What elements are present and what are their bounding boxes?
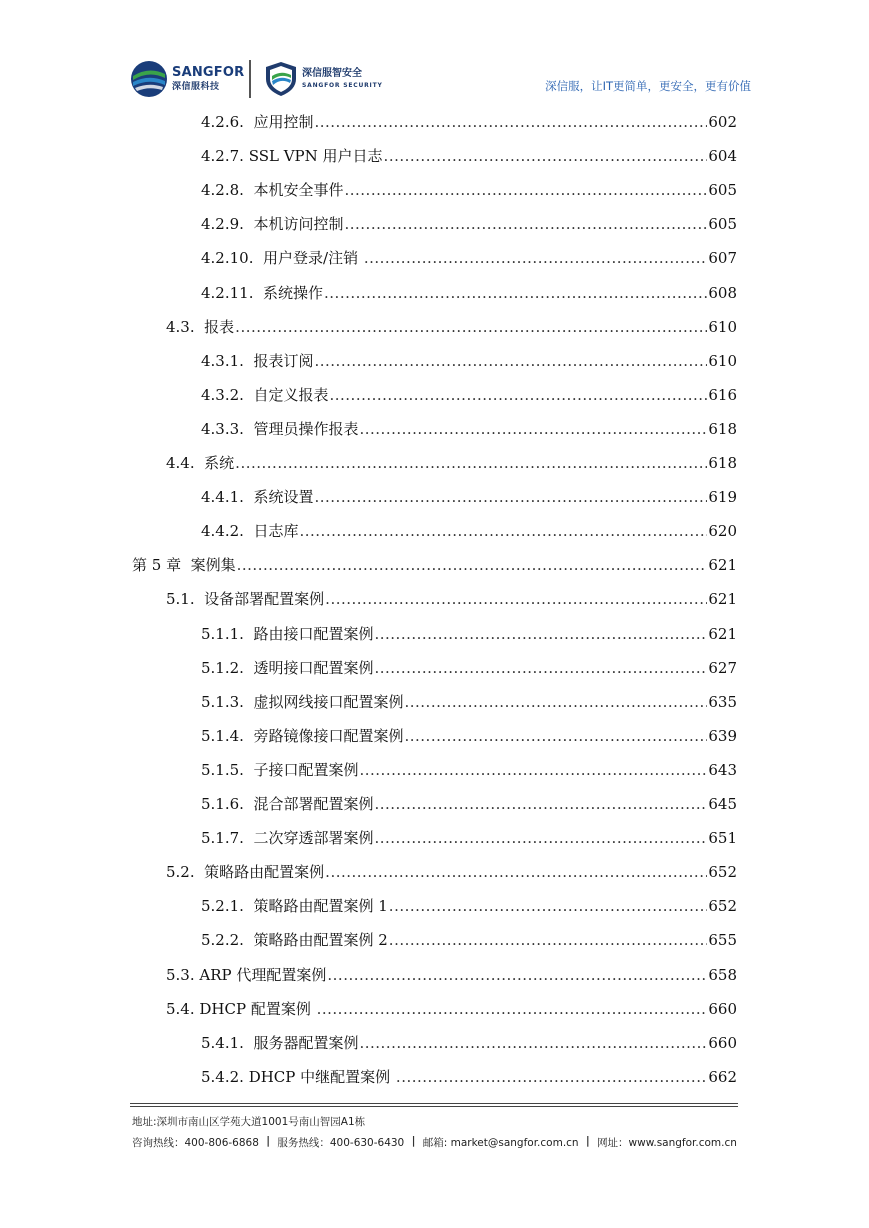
toc-entry-title: 5.1.5. 子接口配置案例: [201, 760, 359, 779]
toc-entry[interactable]: [201, 1065, 737, 1089]
toc-entry-title: 4.4. 系统: [166, 454, 235, 472]
toc-leader-dots: [314, 485, 707, 509]
toc-leader-dots: [359, 417, 707, 441]
toc-page-number: 618: [708, 454, 737, 472]
toc-entry-title: 4.3.1. 报表订阅: [201, 351, 314, 370]
toc-page-number: 655: [708, 931, 737, 950]
toc-leader-dots: [404, 690, 707, 714]
toc-leader-dots: [235, 315, 707, 339]
toc-leader-dots: [325, 587, 707, 611]
footer-address: 地址:深圳市南山区学苑大道1001号南山智园A1栋: [132, 1116, 366, 1128]
security-shield-icon: [264, 61, 298, 97]
toc-page-number: 652: [708, 897, 737, 916]
toc-entry[interactable]: [201, 894, 737, 918]
toc-entry[interactable]: [132, 553, 737, 577]
footer-contacts: [132, 1135, 737, 1150]
toc-entry[interactable]: [166, 451, 737, 475]
toc-page-number: 621: [708, 556, 737, 575]
toc-page-number: 658: [708, 965, 737, 984]
toc-page-number: 635: [708, 692, 737, 711]
toc-entry[interactable]: [201, 349, 737, 373]
toc-entry-title: 5.2.2. 策略路由配置案例 2: [201, 931, 388, 950]
toc-page-number: 618: [708, 419, 737, 438]
toc-leader-dots: [344, 212, 707, 236]
toc-page-number: 616: [708, 385, 737, 404]
security-subtitle: SANGFOR SECURITY: [302, 82, 383, 89]
toc-entry[interactable]: [201, 110, 737, 134]
toc-page-number: 645: [708, 795, 737, 813]
toc-entry[interactable]: [201, 281, 737, 305]
footer-separator: |: [411, 1135, 416, 1147]
toc-leader-dots: [314, 349, 707, 373]
toc-page-number: 620: [708, 522, 737, 541]
toc-entry[interactable]: [201, 1031, 737, 1055]
toc-leader-dots: [314, 110, 707, 134]
header-slogan: 深信服，让IT更简单，更安全，更有价值: [545, 79, 751, 93]
toc-entry[interactable]: [166, 315, 737, 339]
toc-entry-title: 4.4.1. 系统设置: [201, 488, 314, 507]
toc-page-number: 621: [708, 590, 737, 609]
toc-page-number: 610: [708, 351, 737, 370]
toc-leader-dots: [324, 281, 707, 305]
toc-entry-title: 5.4.2. DHCP 中继配置案例: [201, 1067, 395, 1086]
toc-leader-dots: [374, 792, 707, 816]
toc-entry-title: 4.2.6. 应用控制: [201, 113, 314, 131]
footer-email[interactable]: 邮箱: market@sangfor.com.cn: [422, 1137, 579, 1149]
toc-page-number: 608: [708, 283, 737, 302]
toc-entry[interactable]: [201, 144, 737, 168]
toc-entry[interactable]: [201, 417, 737, 441]
toc-page-number: 651: [708, 829, 737, 848]
footer-service-hotline: 服务热线：400-630-6430: [277, 1137, 405, 1149]
toc-entry-title: 4.3. 报表: [166, 317, 235, 336]
toc-entry-title: 5.2.1. 策略路由配置案例 1: [201, 897, 388, 916]
toc-entry[interactable]: [201, 724, 737, 748]
toc-page-number: 621: [708, 624, 737, 643]
footer-consult-hotline: 咨询热线：400-806-6868: [132, 1137, 259, 1149]
toc-entry-title: 5.1. 设备部署配置案例: [166, 590, 325, 609]
toc-page-number: 605: [708, 181, 737, 200]
toc-entry-title: 4.2.7. SSL VPN 用户日志: [201, 147, 383, 166]
toc-entry-title: 5.1.2. 透明接口配置案例: [201, 658, 374, 677]
toc-entry-title: 5.1.3. 虚拟网线接口配置案例: [201, 692, 404, 711]
toc-leader-dots: [404, 724, 707, 748]
toc-leader-dots: [235, 451, 707, 475]
toc-page-number: 604: [708, 147, 737, 166]
toc-entry[interactable]: [201, 690, 737, 714]
toc-entry[interactable]: [166, 860, 737, 884]
toc-leader-dots: [374, 656, 707, 680]
security-brand: [302, 68, 383, 92]
toc-entry-title: 5.1.4. 旁路镜像接口配置案例: [201, 726, 404, 745]
footer-website[interactable]: 网址：www.sangfor.com.cn: [597, 1137, 737, 1149]
toc-leader-dots: [299, 519, 707, 543]
toc-entry[interactable]: [201, 826, 737, 850]
toc-entry[interactable]: [201, 656, 737, 680]
toc-leader-dots: [364, 246, 708, 270]
toc-page-number: 660: [708, 1033, 737, 1052]
toc-leader-dots: [317, 997, 708, 1021]
footer-rule: [130, 1103, 738, 1104]
toc-entry-title: 4.4.2. 日志库: [201, 522, 299, 541]
toc-entry[interactable]: [201, 178, 737, 202]
toc-entry-title: 4.2.8. 本机安全事件: [201, 181, 344, 200]
toc-page-number: 639: [708, 726, 737, 745]
toc-page-number: 643: [708, 760, 737, 779]
toc-entry[interactable]: [201, 519, 737, 543]
toc-entry-title: 5.1.1. 路由接口配置案例: [201, 624, 374, 643]
toc-entry-title: 5.1.6. 混合部署配置案例: [201, 795, 374, 813]
toc-entry-title: 5.1.7. 二次穿透部署案例: [201, 829, 374, 848]
toc-entry[interactable]: [201, 792, 737, 816]
toc-entry-title: 4.3.2. 自定义报表: [201, 385, 329, 404]
toc-entry[interactable]: [166, 963, 737, 987]
page-header: [0, 0, 869, 110]
header-divider: [249, 60, 251, 98]
toc-page-number: 602: [708, 113, 737, 131]
brand-subtitle: 深信服科技: [172, 82, 220, 92]
toc-entry-title: 5.3. ARP 代理配置案例: [166, 965, 327, 984]
toc-leader-dots: [325, 860, 707, 884]
toc-page-number: 662: [708, 1067, 737, 1086]
toc-leader-dots: [344, 178, 707, 202]
toc-page-number: 660: [708, 999, 737, 1018]
sangfor-logo-icon: [130, 60, 168, 98]
toc-entry-title: 5.2. 策略路由配置案例: [166, 863, 325, 882]
toc-entry[interactable]: [201, 622, 737, 646]
toc-page-number: 605: [708, 215, 737, 234]
toc-leader-dots: [329, 383, 707, 407]
toc-entry[interactable]: [201, 758, 737, 782]
toc-entry[interactable]: [201, 928, 737, 952]
toc-entry[interactable]: [201, 246, 737, 270]
toc-entry-title: 5.4. DHCP 配置案例: [166, 999, 316, 1018]
toc-entry[interactable]: [201, 212, 737, 236]
toc-entry-title: 4.2.10. 用户登录/注销: [201, 249, 363, 268]
toc-entry-title: 4.3.3. 管理员操作报表: [201, 419, 359, 438]
footer-separator: |: [266, 1135, 271, 1147]
toc-leader-dots: [396, 1065, 707, 1089]
footer-rule-double: [130, 1106, 738, 1107]
toc-leader-dots: [359, 1031, 707, 1055]
toc-leader-dots: [389, 928, 708, 952]
toc-entry-title: 4.2.11. 系统操作: [201, 283, 324, 302]
toc-page-number: 619: [708, 488, 737, 507]
toc-leader-dots: [374, 622, 707, 646]
footer-separator: |: [585, 1135, 590, 1147]
toc-page-number: 627: [708, 658, 737, 677]
brand-title: SANGFOR: [172, 65, 245, 80]
toc-leader-dots: [237, 553, 708, 577]
toc-leader-dots: [384, 144, 708, 168]
toc-entry[interactable]: [166, 997, 737, 1021]
toc-entry-title: 5.4.1. 服务器配置案例: [201, 1033, 359, 1052]
brand-name: [172, 66, 244, 94]
toc-entry[interactable]: [166, 587, 737, 611]
toc-leader-dots: [389, 894, 708, 918]
toc-leader-dots: [374, 826, 707, 850]
toc-page-number: 652: [708, 863, 737, 882]
toc-entry[interactable]: [201, 383, 737, 407]
toc-entry[interactable]: [201, 485, 737, 509]
toc-leader-dots: [327, 963, 707, 987]
toc-page-number: 607: [708, 249, 737, 268]
toc-entry-title: 4.2.9. 本机访问控制: [201, 215, 344, 234]
toc-leader-dots: [359, 758, 707, 782]
security-title: 深信服智安全: [302, 68, 362, 79]
toc-page-number: 610: [708, 317, 737, 336]
toc-entry-title: 第 5 章 案例集: [132, 556, 236, 575]
